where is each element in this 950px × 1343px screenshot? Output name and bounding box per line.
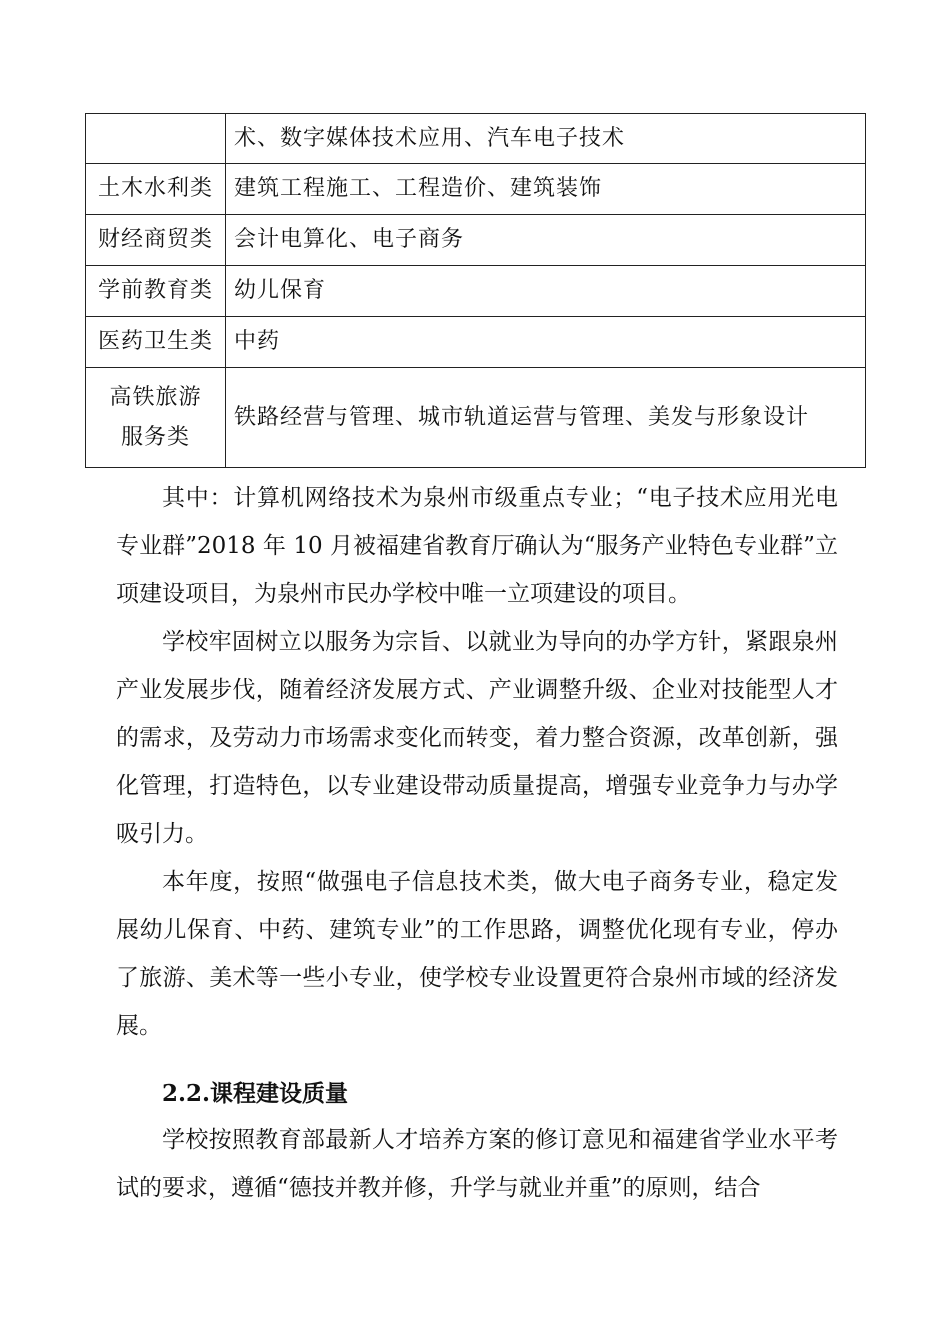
table-row <box>86 266 866 317</box>
majors-cell: 中药 <box>226 317 866 368</box>
paragraph: 其中：计算机网络技术为泉州市级重点专业；“电子技术应用光电专业群”2018 年 10 月被福建省教育厅确认为“服务产业特色专业群”立项建设项目，为泉州市民办学校中唯一立项建设的项目。 <box>116 485 838 607</box>
table-row <box>86 317 866 368</box>
table-row <box>86 114 866 164</box>
category-cell: 学前教育类 <box>86 266 226 317</box>
majors-cell: 铁路经营与管理、城市轨道运营与管理、美发与形象设计 <box>226 368 866 468</box>
majors-cell: 建筑工程施工、工程造价、建筑装饰 <box>226 164 866 215</box>
paragraph: 学校牢固树立以服务为宗旨、以就业为导向的办学方针，紧跟泉州产业发展步伐，随着经济发展方式、产业调整升级、企业对技能型人才的需求，及劳动力市场需求变化而转变，着力整合资源，改革创新，强化管理，打造特色，以专业建设带动质量提高，增强专业竞争力与办学吸引力。 <box>116 629 838 847</box>
section-heading: 2.2.课程建设质量 <box>162 1080 349 1107</box>
table-row <box>86 164 866 215</box>
category-cell <box>86 114 226 164</box>
category-cell: 医药卫生类 <box>86 317 226 368</box>
category-line: 服务类 <box>120 424 190 450</box>
majors-cell: 会计电算化、电子商务 <box>226 215 866 266</box>
majors-table <box>85 113 866 468</box>
majors-cell: 幼儿保育 <box>226 266 866 317</box>
category-line: 高铁旅游 <box>109 384 202 410</box>
paragraph: 本年度，按照“做强电子信息技术类，做大电子商务专业，稳定发展幼儿保育、中药、建筑专业”的工作思路，调整优化现有专业，停办了旅游、美术等一些小专业，使学校专业设置更符合泉州市域的经济发展。 <box>116 869 838 1039</box>
category-cell <box>86 368 226 468</box>
category-cell: 财经商贸类 <box>86 215 226 266</box>
paragraph: 学校按照教育部最新人才培养方案的修订意见和福建省学业水平考试的要求，遵循“德技并教并修，升学与就业并重”的原则，结合 <box>116 1127 838 1201</box>
category-cell: 土木水利类 <box>86 164 226 215</box>
majors-cell: 术、数字媒体技术应用、汽车电子技术 <box>226 114 866 164</box>
table-row <box>86 215 866 266</box>
table-row <box>86 368 866 468</box>
